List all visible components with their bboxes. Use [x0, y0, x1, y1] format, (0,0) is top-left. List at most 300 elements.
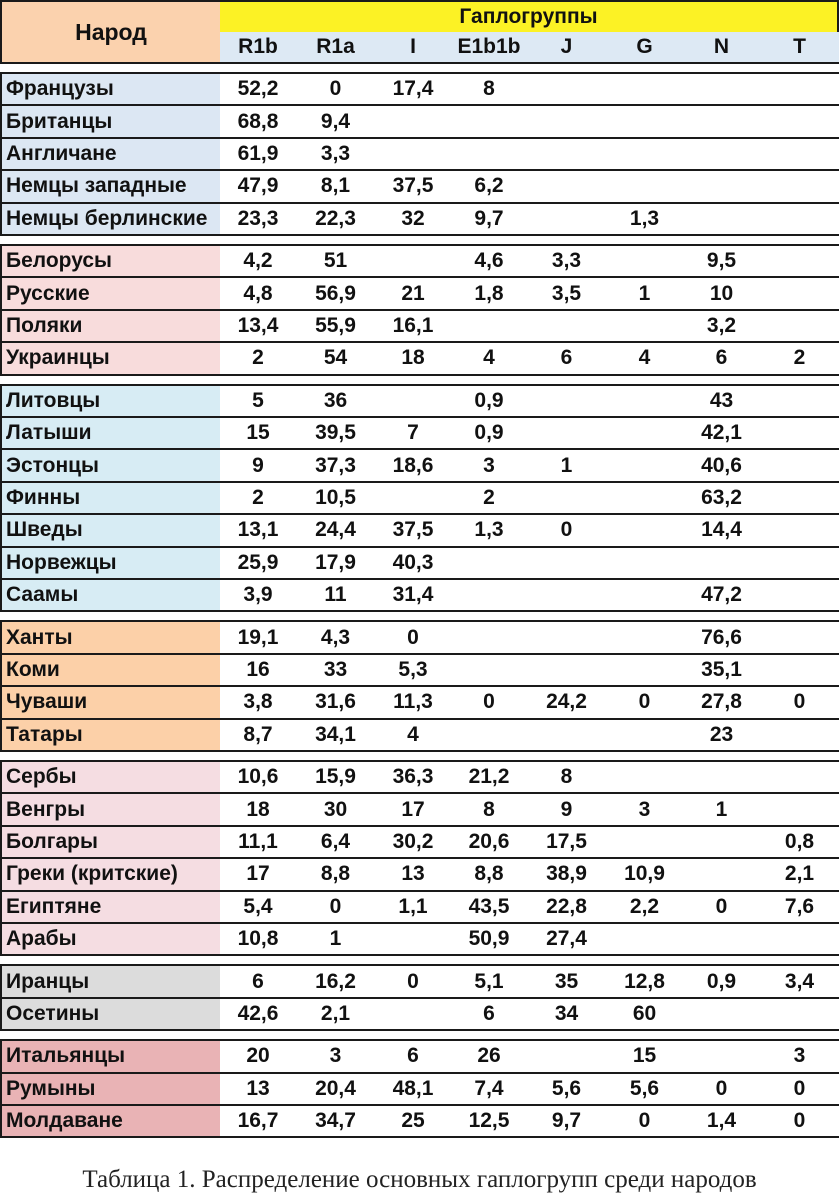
value-cell — [760, 483, 839, 515]
row-name — [0, 827, 222, 859]
row-name — [0, 384, 222, 418]
value-cell-text: 24,4 — [315, 518, 356, 542]
value-cell — [527, 892, 608, 924]
value-cell-text: 8 — [483, 797, 495, 821]
value-cell — [296, 687, 377, 719]
value-cell — [683, 687, 762, 719]
value-cell — [220, 999, 298, 1031]
row-name — [0, 278, 222, 310]
column-header-r1a — [296, 32, 377, 64]
value-cell — [375, 171, 453, 203]
value-cell-text: 1,3 — [474, 518, 504, 542]
value-cell-text: 17,9 — [315, 550, 356, 574]
value-cell — [296, 580, 377, 612]
value-cell — [451, 483, 529, 515]
value-cell — [220, 620, 298, 654]
value-cell-text: 50,9 — [468, 927, 510, 951]
value-cell — [760, 687, 839, 719]
value-cell-text: 5 — [252, 388, 264, 412]
value-cell-text: 10,5 — [315, 485, 356, 509]
value-cell-text: 16 — [246, 657, 270, 681]
value-cell — [683, 964, 762, 998]
value-cell — [296, 794, 377, 826]
value-cell — [451, 924, 529, 956]
value-cell — [451, 720, 529, 752]
value-cell — [296, 1039, 377, 1073]
row-name-text: Иранцы — [6, 969, 90, 993]
value-cell-text: 17 — [401, 797, 425, 821]
value-cell-text: 4 — [407, 722, 419, 746]
value-cell — [683, 418, 762, 450]
value-cell — [760, 620, 839, 654]
column-header-g — [606, 32, 685, 64]
value-cell-text: 1 — [715, 797, 728, 821]
value-cell — [760, 720, 839, 752]
value-cell — [375, 794, 453, 826]
value-cell — [527, 1106, 608, 1138]
row-name-text: Арабы — [6, 927, 77, 951]
value-cell-text: 8 — [560, 765, 573, 789]
row-name — [0, 515, 222, 547]
value-cell-text: 23 — [709, 722, 734, 746]
value-cell — [451, 548, 529, 580]
value-cell-text: 9 — [252, 453, 264, 477]
value-cell — [375, 204, 453, 236]
value-cell-text: 30,2 — [392, 829, 434, 853]
value-cell-text: 61,9 — [237, 141, 279, 165]
value-cell-text: 0 — [715, 894, 728, 918]
value-cell — [296, 343, 377, 375]
value-cell — [527, 1039, 608, 1073]
value-cell-text: 37,3 — [315, 453, 356, 477]
value-cell-text: 40,6 — [701, 453, 742, 477]
value-cell — [220, 687, 298, 719]
value-cell — [451, 1074, 529, 1106]
value-cell-text: 6 — [407, 1044, 419, 1068]
value-cell-text: 9,7 — [551, 1109, 582, 1133]
value-cell-text: 40,3 — [392, 550, 434, 574]
value-cell-text: 9,5 — [706, 249, 737, 273]
value-cell-text: 17,4 — [392, 77, 434, 101]
value-cell — [683, 827, 762, 859]
row-name-text: Ханты — [6, 625, 73, 649]
value-cell-text: 26 — [477, 1044, 501, 1068]
value-cell — [375, 1074, 453, 1106]
value-cell — [527, 311, 608, 343]
value-cell — [375, 384, 453, 418]
value-cell — [606, 1039, 685, 1073]
value-cell-text: 0 — [329, 894, 342, 918]
value-cell — [760, 139, 839, 171]
value-cell-text: 4 — [638, 346, 651, 370]
value-cell-text: 9,4 — [320, 109, 351, 133]
row-name-text: Немцы западные — [6, 174, 187, 198]
value-cell — [296, 892, 377, 924]
value-cell — [296, 655, 377, 687]
value-cell-text: 13,4 — [237, 313, 279, 337]
value-cell-text: 7,6 — [784, 894, 815, 918]
value-cell-text: 54 — [323, 346, 348, 370]
value-cell — [220, 384, 298, 418]
row-name-text: Греки (критские) — [6, 862, 178, 886]
value-cell — [375, 515, 453, 547]
value-cell — [606, 999, 685, 1031]
value-cell — [296, 827, 377, 859]
value-cell-text: 2,1 — [320, 1001, 351, 1025]
value-cell — [220, 1039, 298, 1073]
value-cell-text: 30 — [323, 797, 348, 821]
value-cell — [606, 794, 685, 826]
value-cell — [527, 720, 608, 752]
value-cell — [220, 72, 298, 106]
value-cell — [375, 892, 453, 924]
value-cell — [220, 343, 298, 375]
value-cell-text: 60 — [632, 1001, 657, 1025]
value-cell — [375, 548, 453, 580]
value-cell-text: 10,8 — [237, 927, 279, 951]
value-cell — [296, 418, 377, 450]
value-cell-text: 6,4 — [320, 829, 351, 853]
row-name — [0, 720, 222, 752]
value-cell-text: 4,8 — [243, 281, 273, 305]
value-cell-text: 22,8 — [546, 894, 587, 918]
row-name — [0, 924, 222, 956]
row-name-text: Французы — [6, 77, 114, 101]
value-cell-text: 31,4 — [392, 583, 434, 607]
value-cell-text: 1 — [329, 927, 342, 951]
value-cell — [527, 204, 608, 236]
row-name — [0, 760, 222, 794]
value-cell-text: 47,2 — [701, 583, 742, 607]
value-cell — [220, 139, 298, 171]
value-cell-text: 13 — [246, 1076, 270, 1100]
value-cell — [220, 794, 298, 826]
value-cell — [683, 343, 762, 375]
value-cell — [606, 483, 685, 515]
value-cell-text: 8,8 — [474, 862, 504, 886]
value-cell — [375, 964, 453, 998]
row-name — [0, 171, 222, 203]
value-cell-text: 1 — [560, 453, 573, 477]
value-cell-text: 13 — [401, 862, 425, 886]
value-cell — [527, 450, 608, 482]
value-cell — [683, 204, 762, 236]
value-cell — [220, 827, 298, 859]
value-cell-text: 0,9 — [706, 969, 737, 993]
value-cell — [451, 620, 529, 654]
value-cell-text: 22,3 — [315, 206, 356, 230]
value-cell-text: 12,8 — [624, 969, 665, 993]
value-cell-text: 16,7 — [237, 1109, 279, 1133]
value-cell-text: 2 — [483, 485, 495, 509]
value-cell-text: 11,1 — [238, 829, 278, 853]
value-cell — [527, 655, 608, 687]
value-cell-text: 2,2 — [629, 894, 660, 918]
value-cell — [527, 72, 608, 106]
value-cell-text: 0 — [638, 690, 651, 714]
value-cell-text: 0 — [793, 1109, 806, 1133]
value-cell-text: 25,9 — [237, 550, 279, 574]
value-cell-text: 27,4 — [546, 927, 587, 951]
row-name-text: Поляки — [6, 313, 83, 337]
value-cell-text: 55,9 — [315, 313, 356, 337]
value-cell — [760, 655, 839, 687]
value-cell-text: 63,2 — [701, 485, 742, 509]
value-cell-text: 48,1 — [392, 1076, 434, 1100]
value-cell — [296, 1074, 377, 1106]
value-cell — [683, 72, 762, 106]
value-cell-text: 31,6 — [315, 690, 356, 714]
value-cell-text: 37,5 — [392, 518, 434, 542]
value-cell — [683, 892, 762, 924]
value-cell — [683, 1106, 762, 1138]
value-cell — [296, 999, 377, 1031]
value-cell — [527, 859, 608, 891]
column-header-r1b-text: R1b — [238, 35, 278, 58]
value-cell-text: 12,5 — [468, 1109, 510, 1133]
value-cell-text: 37,5 — [392, 174, 434, 198]
column-header-r1b — [220, 32, 298, 64]
value-cell-text: 15 — [632, 1044, 657, 1068]
value-cell — [760, 343, 839, 375]
value-cell — [527, 964, 608, 998]
value-cell-text: 36,3 — [392, 765, 434, 789]
row-name — [0, 892, 222, 924]
row-name-text: Венгры — [6, 797, 86, 821]
value-cell — [220, 720, 298, 752]
value-cell-text: 42,1 — [701, 421, 742, 445]
value-cell — [296, 548, 377, 580]
value-cell — [375, 106, 453, 138]
value-cell — [760, 580, 839, 612]
value-cell — [296, 515, 377, 547]
value-cell-text: 3,3 — [551, 249, 582, 273]
value-cell — [606, 1106, 685, 1138]
value-cell — [527, 515, 608, 547]
row-name — [0, 343, 222, 375]
value-cell-text: 3 — [329, 1044, 342, 1068]
value-cell-text: 4,3 — [320, 625, 351, 649]
value-cell — [606, 343, 685, 375]
value-cell-text: 9,7 — [474, 206, 504, 230]
value-cell — [527, 548, 608, 580]
value-cell — [527, 1074, 608, 1106]
value-cell-text: 51 — [323, 249, 348, 273]
header-people — [0, 0, 222, 64]
column-header-t-text: T — [793, 35, 806, 58]
value-cell-text: 68,8 — [237, 109, 279, 133]
value-cell — [296, 311, 377, 343]
value-cell — [760, 827, 839, 859]
value-cell — [606, 580, 685, 612]
value-cell — [375, 139, 453, 171]
column-header-t — [760, 32, 839, 64]
value-cell — [606, 418, 685, 450]
value-cell — [451, 760, 529, 794]
value-cell — [527, 924, 608, 956]
value-cell-text: 20,6 — [468, 829, 510, 853]
value-cell — [296, 72, 377, 106]
value-cell-text: 16,1 — [392, 313, 434, 337]
header-people-label: Народ — [75, 18, 147, 45]
row-name — [0, 450, 222, 482]
value-cell — [606, 655, 685, 687]
row-name — [0, 580, 222, 612]
column-header-i-text: I — [410, 35, 416, 58]
value-cell — [606, 515, 685, 547]
value-cell — [220, 924, 298, 956]
value-cell — [451, 827, 529, 859]
row-name — [0, 244, 222, 278]
row-name — [0, 311, 222, 343]
value-cell-text: 6 — [483, 1001, 495, 1025]
value-cell-text: 0 — [329, 77, 342, 101]
value-cell-text: 14,4 — [701, 518, 742, 542]
value-cell — [760, 892, 839, 924]
value-cell — [451, 655, 529, 687]
value-cell — [527, 687, 608, 719]
value-cell-text: 43,5 — [468, 894, 510, 918]
row-name-text: Литовцы — [6, 388, 101, 412]
value-cell-text: 3 — [638, 797, 651, 821]
value-cell — [220, 760, 298, 794]
value-cell — [606, 244, 685, 278]
value-cell-text: 6 — [560, 346, 573, 370]
value-cell-text: 2 — [252, 485, 264, 509]
row-name-text: Молдаване — [6, 1109, 123, 1133]
value-cell-text: 21 — [401, 281, 425, 305]
value-cell — [375, 1106, 453, 1138]
value-cell-text: 43 — [709, 388, 734, 412]
value-cell — [683, 311, 762, 343]
value-cell-text: 4,2 — [243, 249, 273, 273]
value-cell-text: 1,4 — [706, 1109, 737, 1133]
value-cell — [296, 384, 377, 418]
value-cell — [296, 720, 377, 752]
row-name — [0, 106, 222, 138]
value-cell — [375, 418, 453, 450]
value-cell — [760, 244, 839, 278]
value-cell — [451, 343, 529, 375]
value-cell — [527, 139, 608, 171]
value-cell-text: 52,2 — [237, 77, 279, 101]
table-caption: Таблица 1. Распределение основных гаплогрупп среди народов — [82, 1166, 757, 1193]
value-cell — [451, 72, 529, 106]
value-cell — [527, 171, 608, 203]
value-cell — [683, 278, 762, 310]
value-cell — [220, 892, 298, 924]
value-cell-text: 3 — [483, 453, 495, 477]
value-cell — [760, 72, 839, 106]
value-cell-text: 27,8 — [701, 690, 742, 714]
value-cell-text: 15,9 — [315, 765, 356, 789]
row-name-text: Египтяне — [6, 894, 102, 918]
value-cell-text: 20,4 — [315, 1076, 356, 1100]
value-cell-text: 2,1 — [784, 862, 815, 886]
row-name-text: Шведы — [6, 518, 83, 542]
value-cell — [451, 580, 529, 612]
value-cell — [451, 964, 529, 998]
value-cell — [527, 580, 608, 612]
row-name-text: Татары — [6, 722, 83, 746]
row-name-text: Коми — [6, 657, 60, 681]
value-cell — [451, 794, 529, 826]
value-cell-text: 0 — [407, 969, 419, 993]
value-cell — [527, 999, 608, 1031]
value-cell-text: 8,8 — [320, 862, 351, 886]
value-cell — [451, 106, 529, 138]
value-cell — [760, 999, 839, 1031]
value-cell — [683, 384, 762, 418]
value-cell — [683, 720, 762, 752]
row-name-text: Немцы берлинские — [6, 206, 208, 230]
column-header-n — [683, 32, 762, 64]
value-cell-text: 5,4 — [243, 894, 273, 918]
value-cell — [375, 450, 453, 482]
value-cell-text: 17,5 — [546, 829, 587, 853]
value-cell — [683, 655, 762, 687]
value-cell-text: 3,8 — [243, 690, 273, 714]
value-cell — [220, 171, 298, 203]
value-cell-text: 7 — [407, 421, 419, 445]
value-cell — [760, 106, 839, 138]
value-cell — [760, 760, 839, 794]
value-cell — [375, 311, 453, 343]
value-cell-text: 20 — [246, 1044, 270, 1068]
value-cell — [220, 1106, 298, 1138]
value-cell — [606, 1074, 685, 1106]
value-cell — [683, 244, 762, 278]
value-cell — [606, 720, 685, 752]
value-cell — [760, 171, 839, 203]
value-cell — [527, 827, 608, 859]
value-cell — [760, 515, 839, 547]
value-cell — [683, 106, 762, 138]
value-cell — [606, 278, 685, 310]
value-cell — [451, 687, 529, 719]
value-cell-text: 36 — [323, 388, 348, 412]
value-cell — [220, 548, 298, 580]
value-cell-text: 2 — [252, 346, 264, 370]
value-cell — [606, 924, 685, 956]
value-cell-text: 35,1 — [701, 657, 742, 681]
value-cell — [220, 483, 298, 515]
value-cell-text: 1 — [638, 281, 651, 305]
value-cell-text: 7,4 — [474, 1076, 504, 1100]
value-cell — [375, 620, 453, 654]
value-cell-text: 0 — [638, 1109, 651, 1133]
row-name-text: Норвежцы — [6, 550, 117, 574]
value-cell — [683, 139, 762, 171]
value-cell — [760, 964, 839, 998]
value-cell — [606, 384, 685, 418]
value-cell — [220, 106, 298, 138]
row-name-text: Болгары — [6, 829, 98, 853]
value-cell — [451, 311, 529, 343]
value-cell — [296, 859, 377, 891]
value-cell-text: 8,7 — [243, 722, 273, 746]
row-name — [0, 964, 222, 998]
value-cell — [451, 859, 529, 891]
value-cell — [220, 450, 298, 482]
row-name-text: Сербы — [6, 765, 77, 789]
value-cell — [606, 311, 685, 343]
value-cell — [296, 483, 377, 515]
value-cell — [527, 278, 608, 310]
value-cell — [760, 924, 839, 956]
value-cell — [296, 171, 377, 203]
row-name — [0, 1074, 222, 1106]
